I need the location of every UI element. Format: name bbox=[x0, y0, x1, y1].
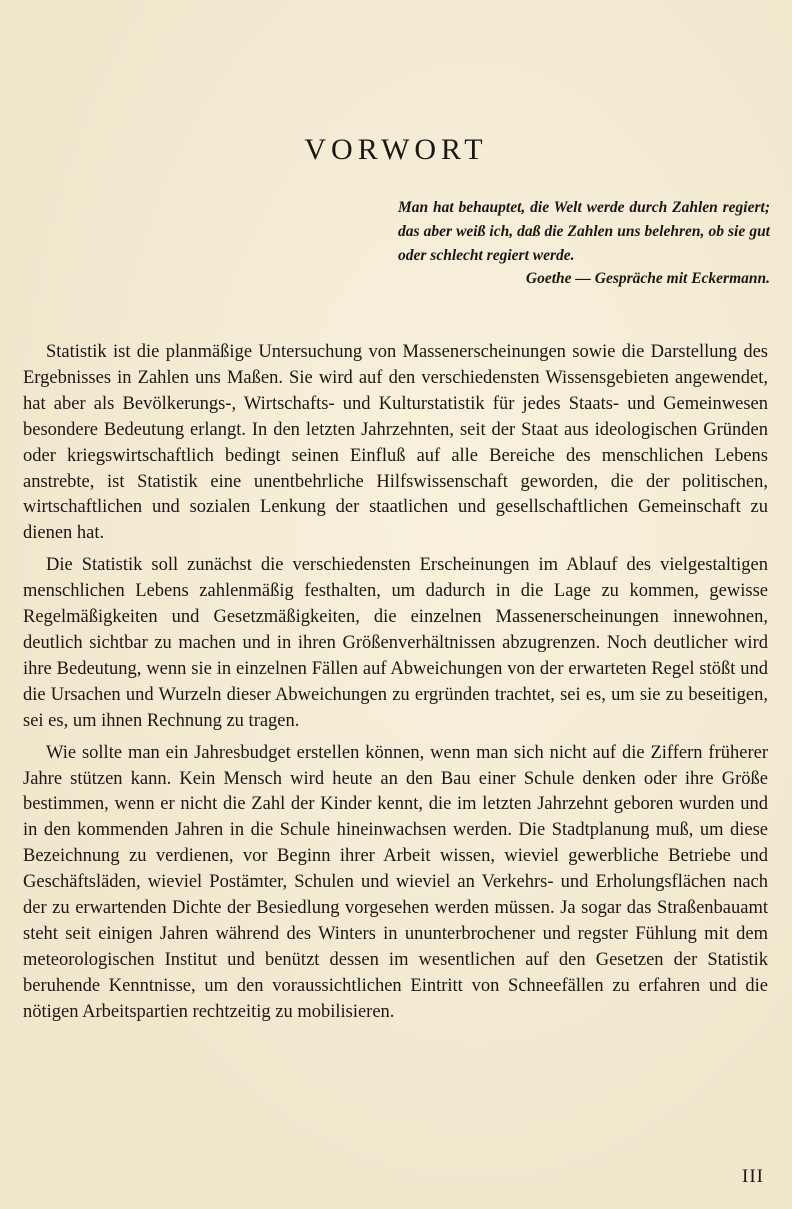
paragraph bbox=[23, 340, 768, 547]
page-number: III bbox=[742, 1166, 764, 1187]
paragraph-text: Statistik ist die planmäßige Untersuchung von Massenerscheinungen sowie die Darstellung des Ergebnisses in Zahlen uns Maßen. Sie wird auf den verschiedensten Wissensgebieten angewendet, hat aber als Bevölkerungs-, Wirtschafts- und Kulturstatistik für jedes Staats- und Gemeinwesen besondere Bedeutung erlangt. In den letzten Jahrzehnten, seit der Staat aus ideologischen Gründen oder kriegswirtschaftlich bedingt seinen Einfluß auf alle Bereiche des menschlichen Lebens anstrebte, ist Statistik eine unentbehrliche Hilfswissenschaft geworden, die der politischen, wirtschaftlichen und sozialen Lenkung der staatlichen und gesellschaftlichen Gemeinschaft zu dienen hat. bbox=[23, 342, 768, 544]
body-text bbox=[23, 340, 768, 1032]
epigraph-attribution: Goethe — Gespräche mit Eckermann. bbox=[525, 270, 770, 287]
paragraph bbox=[23, 553, 768, 734]
epigraph-quote: Man hat behauptet, die Welt werde durch Zahlen regiert; das aber weiß ich, daß die Zahlen uns belehren, ob sie gut oder schlecht regiert werde. bbox=[398, 199, 770, 264]
page-title: VORWORT bbox=[304, 133, 488, 166]
paragraph-text: Die Statistik soll zunächst die verschiedensten Erscheinungen im Ablauf des vielgestaltigen menschlichen Lebens zahlenmäßig festhalten, um dadurch in die Lage zu kommen, gewisse Regelmäßigkeiten und Gesetzmäßigkeiten, die einzelnen Massenerscheinungen innewohnen, deutlich sichtbar zu machen und in ihren Größenverhältnissen abzugrenzen. Noch deutlicher wird ihre Bedeutung, wenn sie in einzelnen Fällen auf Abweichungen von der erwarteten Regel stößt und die Ursachen und Wurzeln dieser Abweichungen zu ergründen trachtet, sei es, um sie zu beseitigen, sei es, um ihnen Rechnung zu tragen. bbox=[23, 555, 768, 731]
paragraph-text: Wie sollte man ein Jahresbudget erstellen können, wenn man sich nicht auf die Ziffern früherer Jahre stützen kann. Kein Mensch wird heute an den Bau einer Schule denken oder ihre Größe bestimmen, wenn er nicht die Zahl der Kinder kennt, die im letzten Jahrzehnt geboren wurden und in den kommenden Jahren in die Schule hineinwachsen werden. Die Stadtplanung muß, um diese Bezeichnung zu verdienen, vor Beginn ihrer Arbeit wissen, wieviel gewerbliche Betriebe und Geschäftsläden, wieviel Postämter, Schulen und wieviel an Verkehrs- und Erholungsflächen nach der zu erwartenden Dichte der Besiedlung vorgesehen werden müssen. Ja sogar das Straßenbauamt steht seit einigen Jahren während des Winters in ununterbrochener und regster Fühlung mit dem meteorologischen Institut und benützt dessen im wesentlichen auf den Gesetzen der Statistik beruhende Kenntnisse, um den voraussichtlichen Eintritt von Schneefällen zu erfahren und die nötigen Arbeitspartien rechtzeitig zu mobilisieren. bbox=[23, 742, 768, 1022]
paragraph bbox=[23, 741, 768, 1026]
